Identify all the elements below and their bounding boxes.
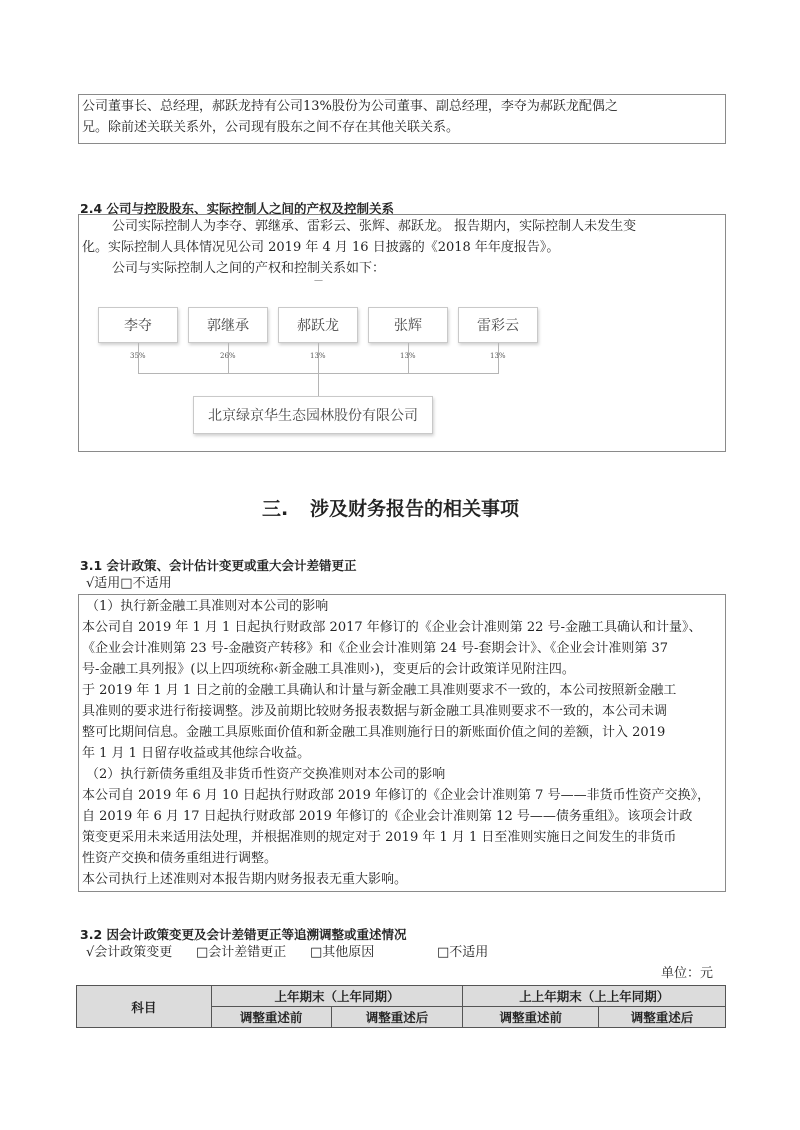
policy-line-1: （1）执行新金融工具准则对本公司的影响 — [86, 599, 329, 614]
col-after-1: 调整重述后 — [331, 1007, 463, 1028]
pct-hao-yuelong: 13% — [310, 352, 326, 360]
col-subject: 科目 — [77, 986, 212, 1028]
col-before-1: 调整重述前 — [211, 1007, 331, 1028]
shareholder-name: 张辉 — [394, 318, 422, 334]
company-name: 北京绿京华生态园林股份有限公司 — [208, 408, 418, 424]
company-box — [193, 396, 433, 434]
connector-trunk — [318, 373, 319, 396]
policy-line-12: 策变更采用未来适用法处理，并根据准则的规定对于 2019 年 1 月 1 日至准则实施日之间发生的非货币 — [82, 830, 677, 845]
policy-line-5: 于 2019 年 1 月 1 日之前的金融工具确认和计量与新金融工具准则要求不一致的，本公司按照新金融工 — [82, 683, 677, 698]
col-group-year-before: 上上年期末（上上年同期） — [463, 986, 726, 1007]
shareholder-name: 李夺 — [124, 318, 152, 334]
option-not-applicable: □不适用 — [437, 945, 489, 960]
option-other-reason: □其他原因 — [310, 945, 375, 960]
restatement-table — [76, 985, 726, 1028]
shareholder-name: 雷彩云 — [477, 318, 519, 334]
chapter-title: 涉及财务报告的相关事项 — [310, 498, 520, 520]
section-3-1-heading: 3.1 会计政策、会计估计变更或重大会计差错更正 — [80, 558, 357, 573]
pct-lei-caiyun: 13% — [490, 352, 506, 360]
policy-line-14: 本公司执行上述准则对本报告期内财务报表无重大影响。 — [82, 872, 408, 887]
policy-line-8: 年 1 月 1 日留存收益或其他综合收益。 — [82, 746, 311, 761]
unit-label: 单位：元 — [661, 966, 714, 981]
section-2-4-heading: 2.4 公司与控股股东、实际控制人之间的产权及控制关系 — [80, 201, 394, 216]
col-before-2: 调整重述前 — [463, 1007, 599, 1028]
col-group-last-year: 上年期末（上年同期） — [211, 986, 463, 1007]
shareholder-box-lei-caiyun — [458, 307, 538, 343]
control-line-2: 化。实际控制人具体情况见公司 2019 年 4 月 16 日披露的《2018 年年度报告》。 — [82, 240, 560, 255]
chart-top-mark: — — [314, 276, 323, 286]
section-3-2-heading: 3.2 因会计政策变更及会计差错更正等追溯调整或重述情况 — [80, 927, 407, 942]
policy-line-11: 自 2019 年 6 月 17 日起执行财政部 2019 年修订的《企业会计准则第 12 号——债务重组》。该项会计政 — [82, 809, 693, 824]
col-after-2: 调整重述后 — [599, 1007, 726, 1028]
section-3-1-options: √适用□不适用 — [86, 576, 172, 591]
policy-line-3: 《企业会计准则第 23 号-金融资产转移》和《企业会计准则第 24 号-套期会计》、《企业会计准则第 37 — [82, 641, 669, 656]
shareholder-box-zhang-hui — [368, 307, 448, 343]
shareholder-box-hao-yuelong — [278, 307, 358, 343]
policy-line-10: 本公司自 2019 年 6 月 10 日起执行财政部 2019 年修订的《企业会计准则第 7 号——非货币性资产交换》， — [82, 788, 711, 803]
pct-guo-jicheng: 26% — [220, 352, 236, 360]
shareholder-name: 郝跃龙 — [297, 318, 339, 334]
policy-line-13: 性资产交换和债务重组进行调整。 — [82, 851, 278, 866]
related-line-2: 兄。除前述关联关系外，公司现有股东之间不存在其他关联关系。 — [82, 120, 460, 135]
option-error-correction: □会计差错更正 — [196, 945, 287, 960]
shareholder-box-guo-jicheng — [188, 307, 268, 343]
shareholder-name: 郭继承 — [207, 318, 249, 334]
pct-li-duo: 35% — [130, 352, 146, 360]
control-line-1: 公司实际控制人为李夺、郭继承、雷彩云、张辉、郝跃龙。 报告期内，实际控制人未发生变 — [112, 219, 637, 234]
policy-line-7: 整可比期间信息。金融工具原账面价值和新金融工具准则施行日的新账面价值之间的差额，计入 2019 — [82, 725, 666, 740]
option-policy-change: √会计政策变更 — [86, 945, 173, 960]
related-line-1: 公司董事长、总经理，郝跃龙持有公司13%股份为公司董事、副总经理，李夺为郝跃龙配偶之 — [82, 99, 618, 114]
policy-line-6: 具准则的要求进行衔接调整。涉及前期比较财务报表数据与新金融工具准则要求不一致的，本公司未调 — [82, 704, 668, 719]
policy-line-2: 本公司自 2019 年 1 月 1 日起执行财政部 2017 年修订的《企业会计准则第 22 号-金融工具确认和计量》、 — [82, 620, 702, 635]
shareholder-box-li-duo — [98, 307, 178, 343]
pct-zhang-hui: 13% — [400, 352, 416, 360]
policy-line-4: 号-金融工具列报》(以上四项统称‹新金融工具准则›)，变更后的会计政策详见附注四。 — [82, 662, 575, 677]
control-line-3: 公司与实际控制人之间的产权和控制关系如下： — [112, 261, 386, 276]
chapter-number: 三. — [262, 498, 289, 520]
policy-line-9: （2）执行新债务重组及非货币性资产交换准则对本公司的影响 — [86, 767, 446, 782]
